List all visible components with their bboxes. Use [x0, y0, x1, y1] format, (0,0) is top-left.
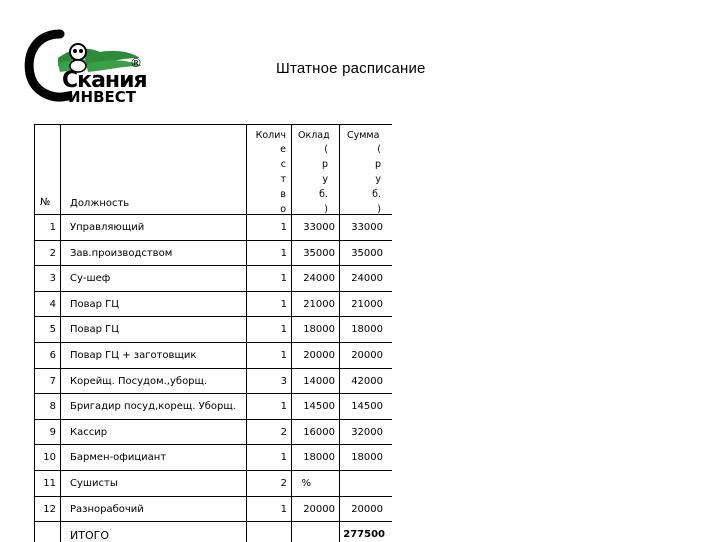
header-vertical-letter: о	[280, 204, 286, 215]
cell-salary: 14000	[303, 375, 335, 387]
header-sum-vertical	[363, 142, 381, 217]
table-rule	[34, 265, 392, 266]
header-vertical-letter: у	[375, 174, 381, 185]
cell-count: 1	[280, 350, 287, 361]
cell-sum: 33000	[351, 222, 383, 233]
cell-salary: 18000	[303, 452, 335, 464]
cell-count: 3	[280, 375, 287, 387]
cell-salary: 20000	[303, 503, 335, 515]
cell-sum: 20000	[351, 503, 383, 515]
cell-count: 1	[280, 452, 287, 464]
cell-count: 1	[280, 324, 287, 336]
logo-brand-line2: ИНВЕСТ	[68, 88, 137, 106]
cell-num: 4	[49, 298, 56, 310]
cell-sum: 32000	[351, 426, 383, 438]
table-rule	[60, 124, 61, 542]
cell-num: 11	[43, 478, 56, 489]
table-rule	[34, 496, 392, 497]
table-rule	[34, 521, 392, 522]
header-vertical-letter: р	[321, 159, 328, 170]
header-sum-label: Сумма	[347, 130, 380, 141]
cell-salary: 24000	[303, 273, 335, 285]
cell-num: 1	[49, 222, 56, 233]
cell-position: Бригадир посуд,корещ. Уборщ.	[70, 401, 236, 413]
cell-salary: 33000	[303, 222, 335, 233]
cell-sum: 24000	[351, 273, 383, 285]
header-number: №	[40, 197, 51, 208]
cell-sum: 20000	[351, 350, 383, 361]
cell-salary: 18000	[303, 324, 335, 336]
cell-num: 7	[49, 375, 56, 387]
table-rule	[34, 291, 392, 292]
header-vertical-letter: б.	[372, 189, 381, 200]
total-sum: 277500	[343, 529, 385, 541]
cell-sum: 18000	[351, 452, 383, 464]
cell-position: Сушисты	[70, 478, 118, 489]
cell-num: 10	[43, 452, 56, 464]
cell-count: 1	[280, 247, 287, 259]
cell-salary: 35000	[303, 247, 335, 259]
cell-sum: 14500	[351, 401, 383, 413]
cell-sum: 35000	[351, 247, 383, 259]
header-salary-vertical	[310, 142, 328, 217]
cell-salary: 20000	[303, 350, 335, 361]
cell-count: 1	[280, 298, 287, 310]
cell-num: 3	[49, 273, 56, 285]
header-count-vertical	[270, 142, 286, 217]
cell-position: Управляющий	[70, 222, 145, 233]
header-vertical-letter: у	[322, 174, 328, 185]
header-salary-label: Оклад	[298, 130, 330, 141]
document-title: Штатное расписание	[276, 60, 426, 77]
cell-position: Бармен-официант	[70, 452, 167, 464]
header-vertical-letter: )	[324, 204, 328, 215]
cell-salary: 14500	[303, 401, 335, 413]
table-rule	[34, 393, 392, 394]
table-rule	[34, 316, 392, 317]
header-count	[246, 130, 286, 141]
table-rule	[34, 342, 392, 343]
staff-schedule-table	[34, 124, 392, 542]
cell-position: Зав.производством	[70, 247, 173, 259]
table-rule	[34, 124, 392, 125]
header-count-label: Колич	[255, 130, 286, 141]
cell-salary: 16000	[303, 426, 335, 438]
cell-position: Кассир	[70, 426, 108, 438]
cell-salary: 21000	[303, 298, 335, 310]
cell-sum: 42000	[351, 375, 383, 387]
cell-position: Разнорабочий	[70, 503, 144, 515]
header-vertical-letter: б.	[319, 189, 328, 200]
table-rule	[34, 419, 392, 420]
cell-num: 2	[49, 247, 56, 259]
cell-num: 8	[49, 401, 56, 413]
cell-count: 1	[280, 401, 287, 413]
registered-mark: ®	[130, 56, 142, 70]
table-rule	[34, 470, 392, 471]
cell-position: Корейщ. Посудом.,уборщ.	[70, 375, 208, 387]
header-position: Должность	[70, 198, 130, 209]
header-vertical-letter: в	[280, 189, 286, 200]
header-vertical-letter: (	[324, 144, 328, 155]
header-vertical-letter: с	[280, 159, 286, 170]
total-label: ИТОГО	[70, 529, 109, 542]
cell-count: 2	[280, 478, 287, 489]
company-logo	[18, 26, 153, 112]
header-vertical-letter: е	[280, 144, 286, 155]
cell-position: Су-шеф	[70, 273, 111, 285]
cell-count: 1	[280, 222, 287, 233]
table-rule	[34, 368, 392, 369]
logo-brand-line1: Скания	[62, 68, 147, 93]
table-rule	[34, 240, 392, 241]
header-vertical-letter: т	[280, 174, 286, 185]
cell-count: 1	[280, 503, 287, 515]
cell-num: 6	[49, 350, 56, 361]
cell-salary: %	[301, 478, 311, 489]
cell-sum: 18000	[351, 324, 383, 336]
cell-num: 12	[43, 503, 56, 515]
cell-position: Повар ГЦ	[70, 298, 120, 310]
cell-count: 2	[280, 426, 287, 438]
header-vertical-letter: )	[377, 204, 381, 215]
cell-num: 9	[49, 426, 56, 438]
table-rule	[34, 444, 392, 445]
cell-position: Повар ГЦ	[70, 324, 120, 336]
cell-sum: 21000	[351, 298, 383, 310]
cell-num: 5	[49, 324, 56, 336]
cell-count: 1	[280, 273, 287, 285]
header-vertical-letter: р	[374, 159, 381, 170]
cell-position: Повар ГЦ + заготовщик	[70, 350, 197, 361]
table-rule	[34, 214, 392, 215]
header-vertical-letter: (	[377, 144, 381, 155]
